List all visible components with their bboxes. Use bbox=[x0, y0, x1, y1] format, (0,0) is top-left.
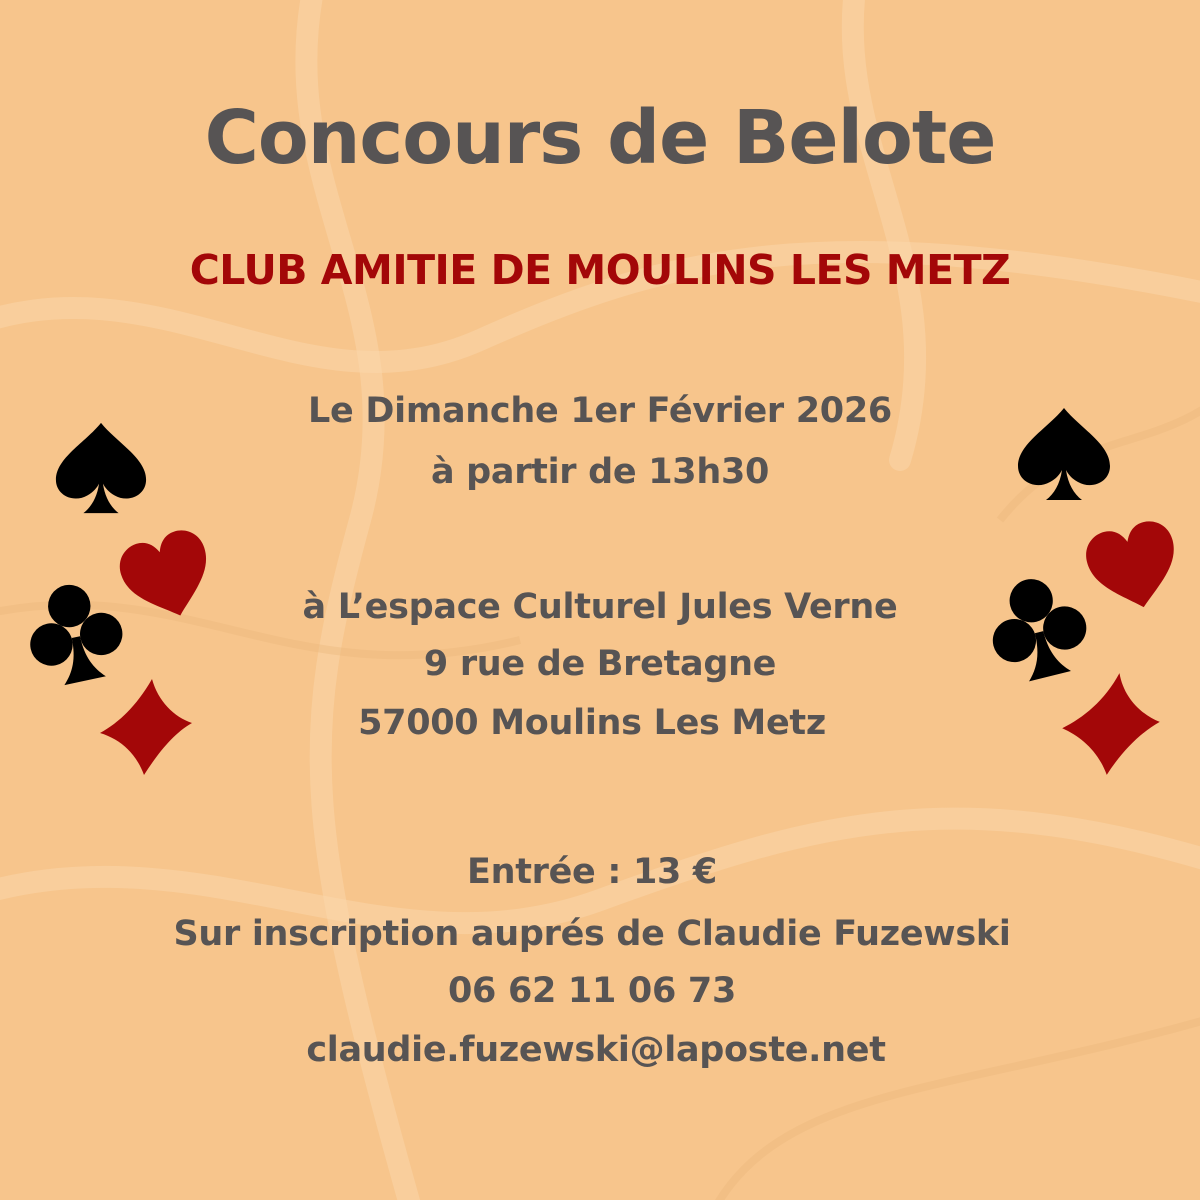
event-date: Le Dimanche 1er Février 2026 bbox=[308, 391, 892, 431]
venue-street: 9 rue de Bretagne bbox=[423, 644, 777, 684]
contact-email: claudie.fuzewski@laposte.net bbox=[306, 1030, 886, 1070]
entry-price: Entrée : 13 € bbox=[466, 852, 717, 892]
venue-city: 57000 Moulins Les Metz bbox=[358, 703, 826, 743]
registration-contact: Sur inscription auprés de Claudie Fuzewski bbox=[173, 914, 1011, 954]
contact-phone: 06 62 11 06 73 bbox=[447, 971, 737, 1011]
event-time: à partir de 13h30 bbox=[430, 452, 770, 492]
poster-title: Concours de Belote bbox=[204, 95, 996, 181]
venue-name: à L’espace Culturel Jules Verne bbox=[302, 587, 898, 627]
club-name: CLUB AMITIE DE MOULINS LES METZ bbox=[189, 246, 1011, 294]
